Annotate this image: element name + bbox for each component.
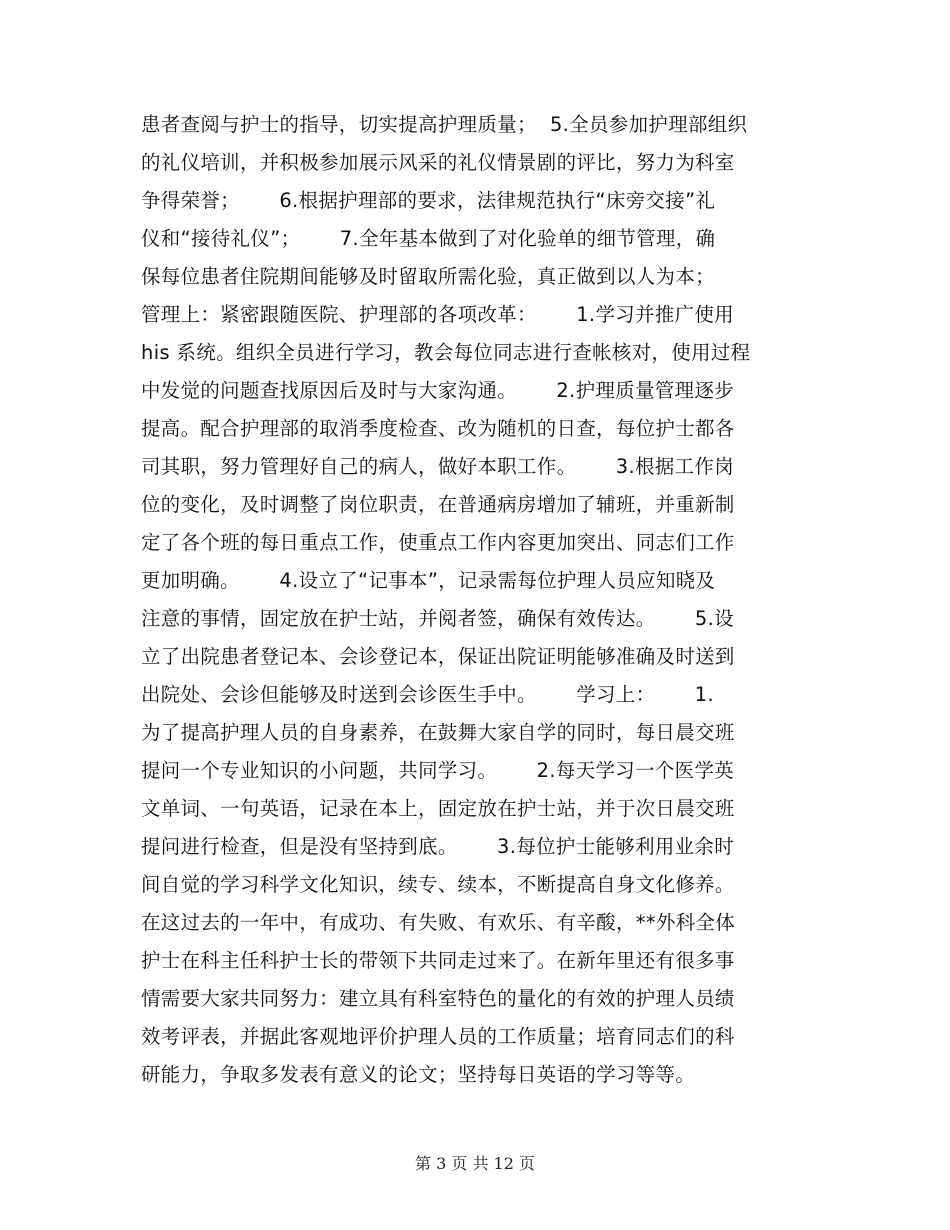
text-line: 研能力，争取多发表有意义的论文；坚持每日英语的学习等等。 [141, 1063, 696, 1086]
text-line: 在这过去的一年中，有成功、有失败、有欢乐、有辛酸，**外科全体 [141, 911, 736, 934]
text-line: 出院处、会诊但能够及时送到会诊医生手中。 学习上： 1. [141, 683, 715, 706]
text-line: 更加明确。 4.设立了“记事本”，记录需每位护理人员应知晓及 [141, 569, 716, 592]
text-line: 情需要大家共同努力：建立具有科室特色的量化的有效的护理人员绩 [141, 987, 735, 1010]
text-line: his 系统。组织全员进行学习，教会每位同志进行查帐核对，使用过程 [141, 341, 751, 364]
text-line: 文单词、一句英语，记录在本上，固定放在护士站，并于次日晨交班 [141, 797, 735, 820]
text-line: 患者查阅与护士的指导，切实提高护理质量； 5.全员参加护理部组织 [141, 113, 748, 136]
text-line: 管理上：紧密跟随医院、护理部的各项改革： 1.学习并推广使用 [141, 303, 735, 326]
body-text [141, 106, 811, 1094]
text-line: 提高。配合护理部的取消季度检查、改为随机的日查，每位护士都各 [141, 417, 735, 440]
text-line: 立了出院患者登记本、会诊登记本，保证出院证明能够准确及时送到 [141, 645, 735, 668]
text-line: 提问一个专业知识的小问题，共同学习。 2.每天学习一个医学英 [141, 759, 735, 782]
text-line: 保每位患者住院期间能够及时留取所需化验，真正做到以人为本； [141, 265, 715, 288]
text-line: 提问进行检查，但是没有坚持到底。 3.每位护士能够利用业余时 [141, 835, 735, 858]
text-line: 的礼仪培训，并积极参加展示风采的礼仪情景剧的评比，努力为科室 [141, 151, 735, 174]
text-line: 位的变化，及时调整了岗位职责，在普通病房增加了辅班，并重新制 [141, 493, 735, 516]
text-line: 中发觉的问题查找原因后及时与大家沟通。 2.护理质量管理逐步 [141, 379, 735, 402]
text-line: 定了各个班的每日重点工作，使重点工作内容更加突出、同志们工作 [141, 531, 735, 554]
text-line: 为了提高护理人员的自身素养，在鼓舞大家自学的同时，每日晨交班 [141, 721, 735, 744]
text-line: 间自觉的学习科学文化知识，续专、续本，不断提高自身文化修养。 [141, 873, 735, 896]
text-line: 护士在科主任科护士长的带领下共同走过来了。在新年里还有很多事 [141, 949, 735, 972]
page-number-footer: 第 3 页 共 12 页 [415, 1154, 535, 1173]
text-line: 争得荣誉； 6.根据护理部的要求，法律规范执行“床旁交接”礼 [141, 189, 716, 212]
text-line: 仪和“接待礼仪”； 7.全年基本做到了对化验单的细节管理，确 [141, 227, 716, 250]
text-line: 司其职，努力管理好自己的病人，做好本职工作。 3.根据工作岗 [141, 455, 735, 478]
text-line: 注意的事情，固定放在护士站，并阅者签，确保有效传达。 5.设 [141, 607, 735, 630]
text-line: 效考评表，并据此客观地评价护理人员的工作质量；培育同志们的科 [141, 1025, 735, 1048]
